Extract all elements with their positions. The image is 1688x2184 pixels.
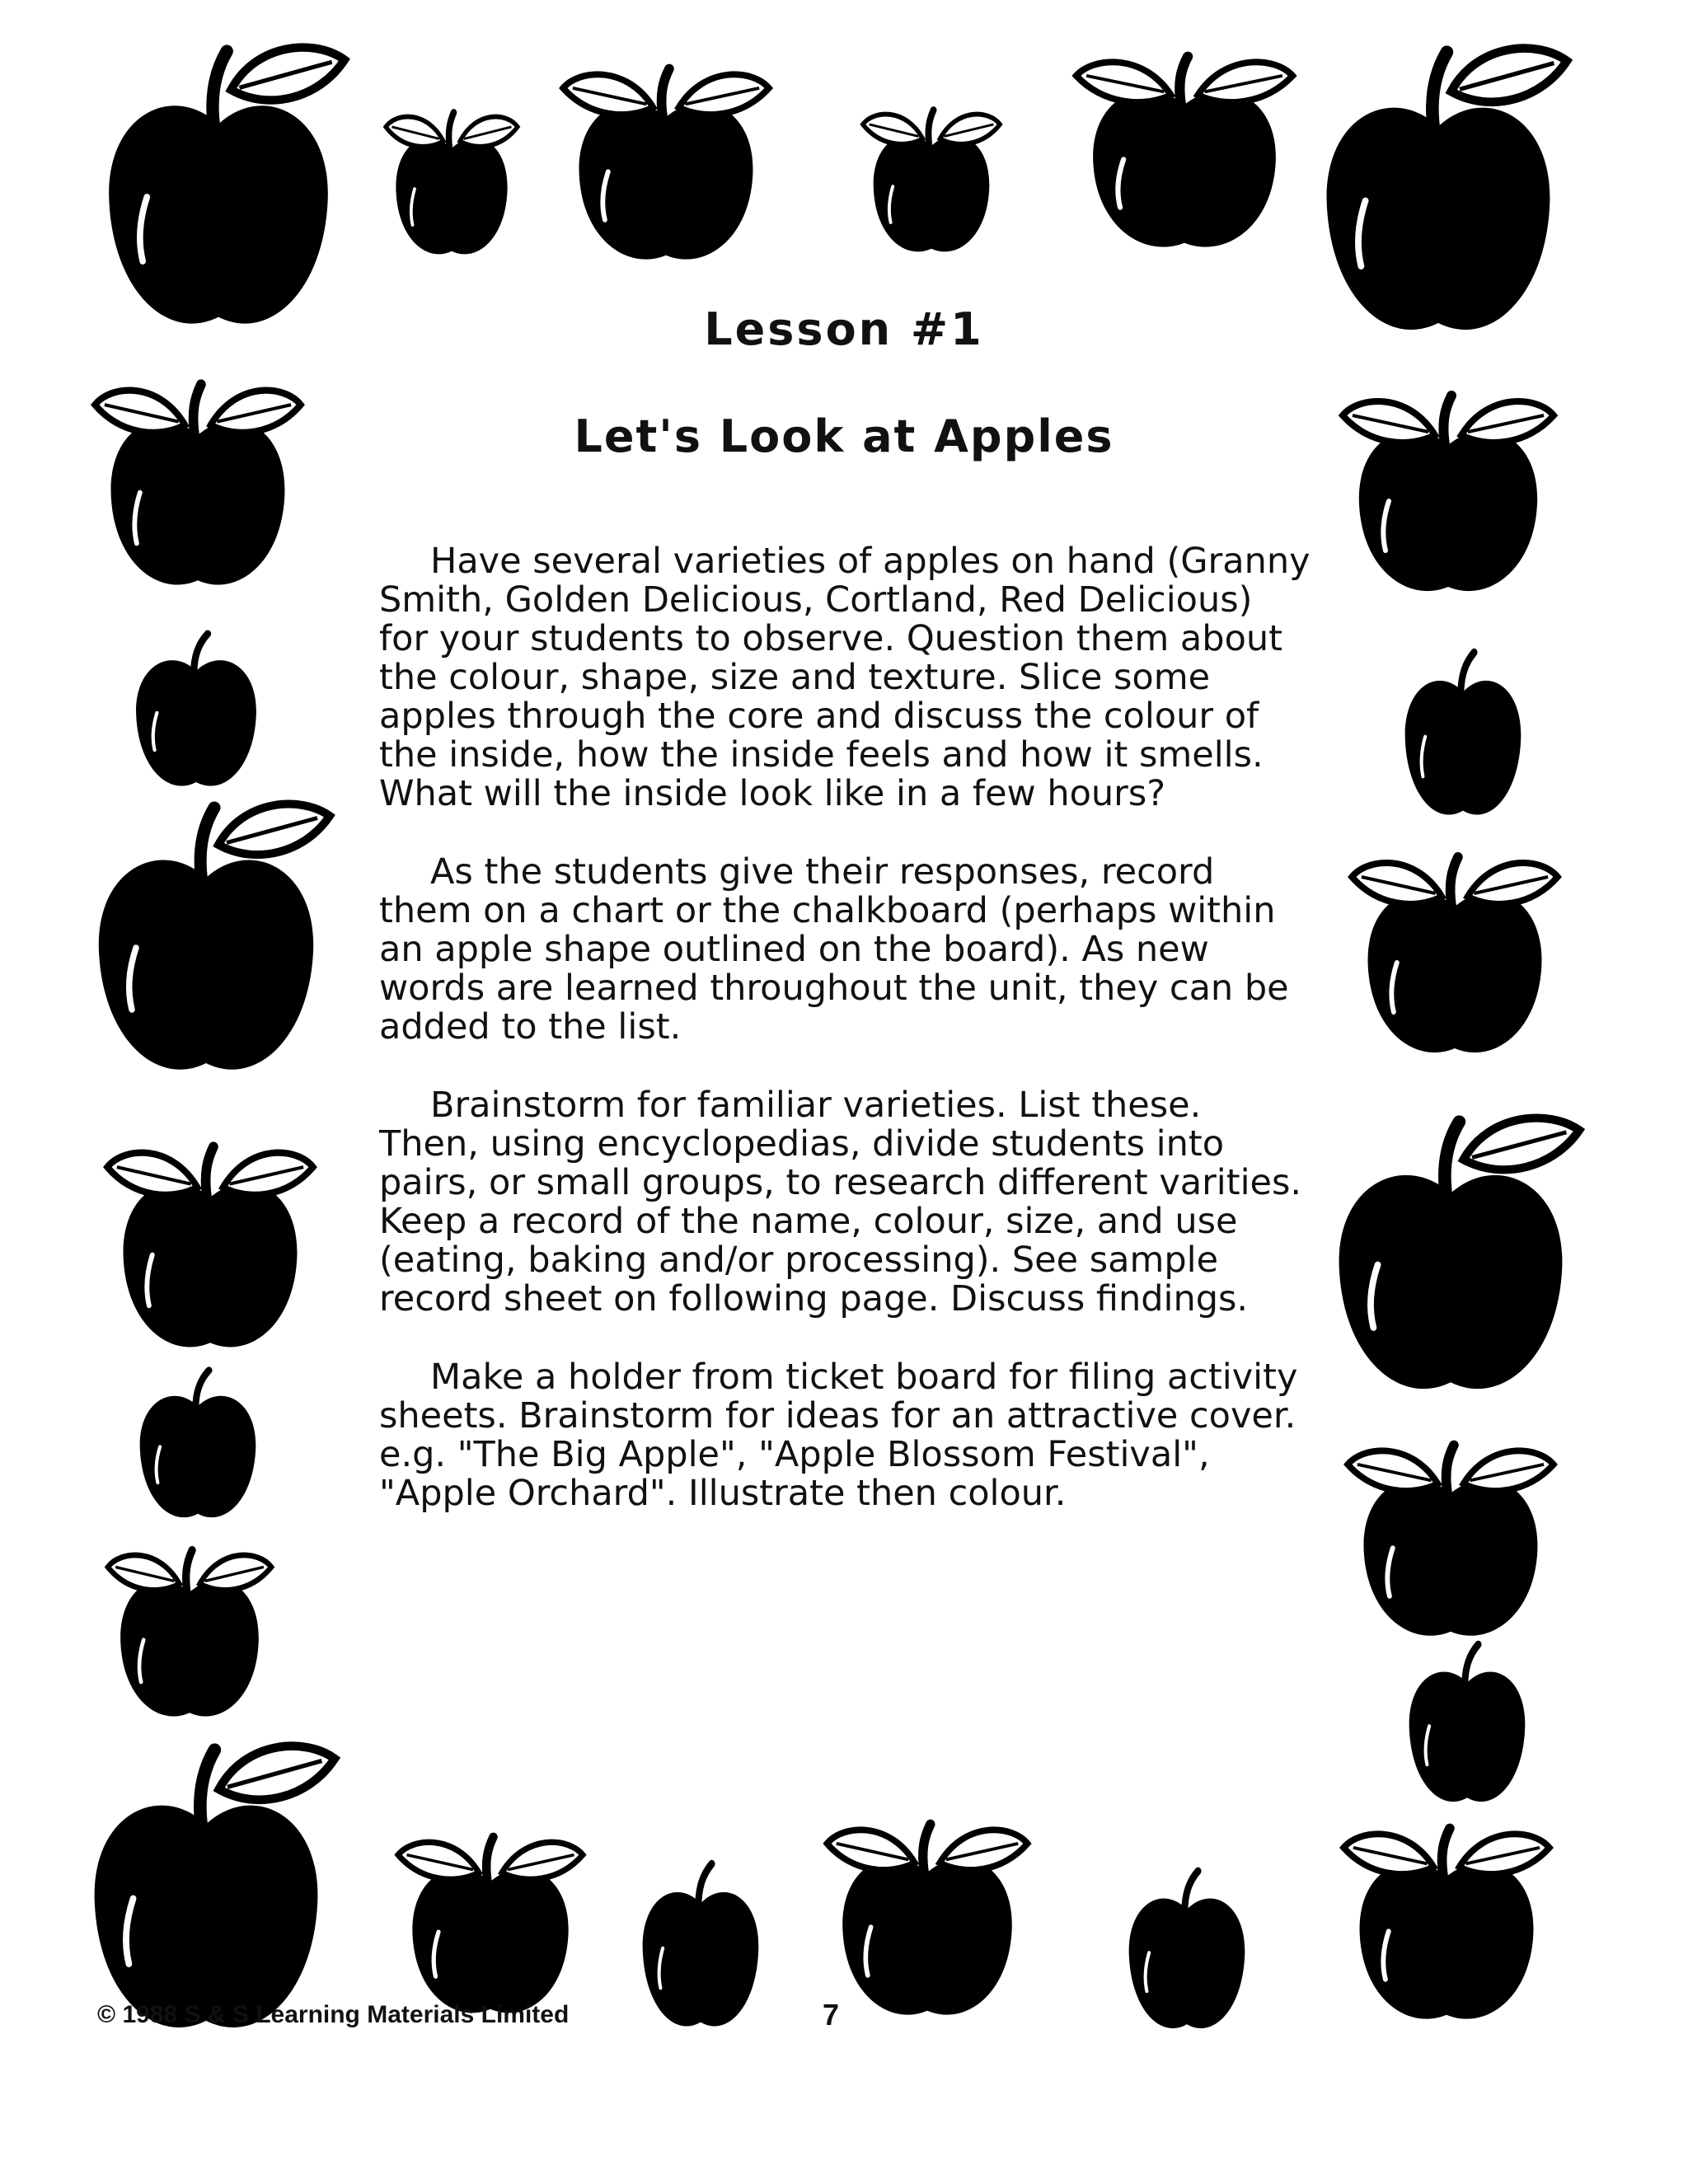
apple-icon bbox=[109, 48, 345, 324]
apple-icon bbox=[563, 69, 769, 260]
apple-icon bbox=[1076, 57, 1292, 247]
apple-icon bbox=[136, 634, 256, 786]
apple-icon bbox=[1352, 857, 1558, 1052]
apple-icon bbox=[99, 804, 330, 1070]
paragraph: As the students give their responses, record them on a chart or the chalkboard (perhaps within an apple shape outlined on the board). As new words are learned throughout the unit, they can be added to the list. bbox=[379, 851, 1289, 1047]
apple-icon bbox=[827, 1825, 1027, 2015]
apple-icon bbox=[107, 1147, 313, 1347]
apple-icon bbox=[1343, 1829, 1550, 2019]
apple-icon bbox=[140, 1371, 256, 1517]
paragraph: Have several varieties of apples on hand (Granny Smith, Golden Delicious, Cortland, Red Delicious) for your students to observe. Question them about the colour, shape, size and texture. Slice some apples through the core and discuss the colour of the inside, how the inside feels and how it smells. What will the inside look like in a few hours? bbox=[379, 541, 1311, 814]
lesson-subtitle: Let's Look at Apples bbox=[574, 410, 1114, 462]
copyright-notice: © 1988 S & S Learning Materials Limited bbox=[97, 2001, 570, 2028]
lesson-body bbox=[379, 542, 1311, 1553]
apple-icon bbox=[643, 1864, 759, 2027]
paragraph: Brainstorm for familiar varieties. List these. Then, using encyclopedias, divide students into pairs, or small groups, to research different varities. Keep a record of the name, colour, size, and use (eating, baking and/or processing). See sample record sheet on following page. Discuss findings. bbox=[379, 1085, 1302, 1319]
apple-icon bbox=[386, 113, 518, 255]
apple-icon bbox=[1339, 1118, 1579, 1390]
apple-icon bbox=[1405, 653, 1522, 815]
paragraph: Make a holder from ticket board for filing activity sheets. Brainstorm for ideas for an attractive cover. e.g. "The Big Apple", "Apple Blossom Festival", "Apple Orchard". Illustrate then colour. bbox=[379, 1357, 1298, 1514]
apple-icon bbox=[108, 1550, 271, 1717]
apple-icon bbox=[95, 1746, 335, 2027]
apple-icon bbox=[398, 1837, 583, 2013]
apple-icon bbox=[1327, 49, 1567, 330]
apple-icon bbox=[1348, 1446, 1554, 1636]
page-number: 7 bbox=[823, 1998, 840, 2032]
lesson-title: Lesson #1 bbox=[704, 303, 984, 355]
apple-icon bbox=[1129, 1871, 1245, 2028]
apple-icon bbox=[1409, 1644, 1526, 1802]
apple-icon bbox=[863, 110, 1000, 252]
